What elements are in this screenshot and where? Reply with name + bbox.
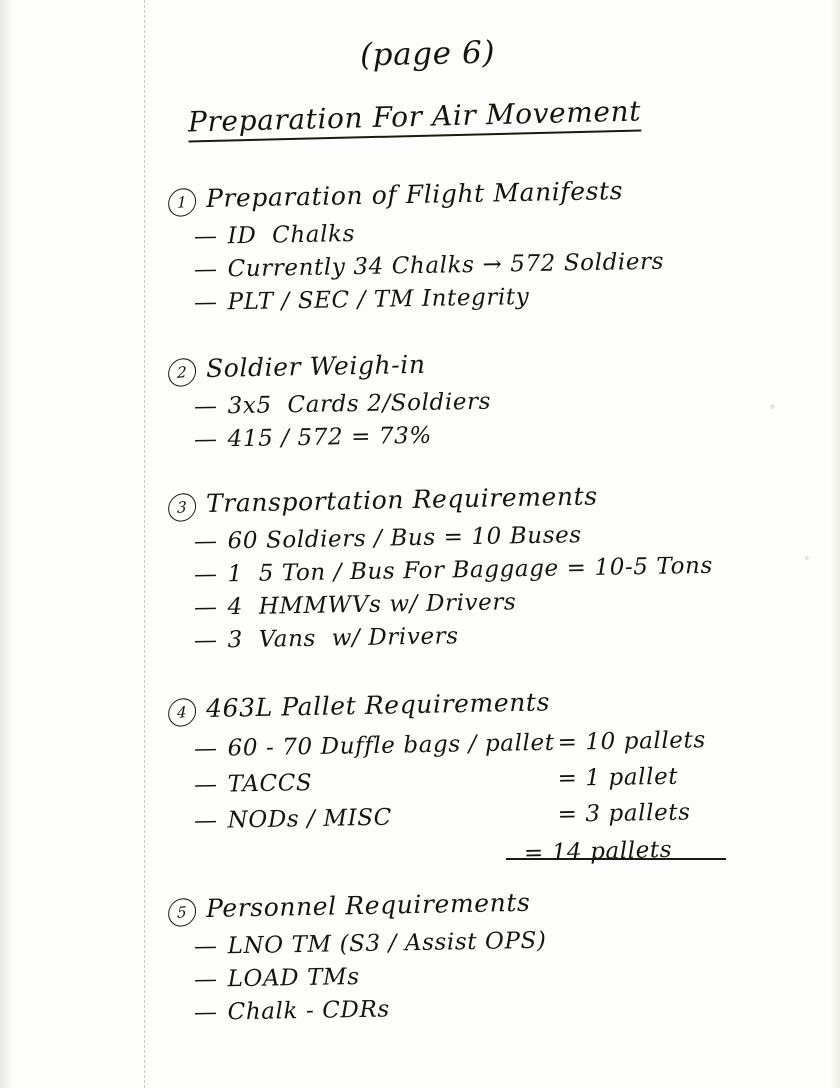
dash-marker: — <box>193 393 218 420</box>
section-4-number: 4 <box>168 697 196 728</box>
section-5-heading <box>168 881 840 926</box>
dash-marker: — <box>193 289 218 316</box>
handwritten-note-body <box>160 0 822 1088</box>
dash-marker: — <box>193 807 218 835</box>
section-1 <box>168 175 840 316</box>
dash-marker: — <box>193 627 218 654</box>
section-4-heading <box>168 681 840 726</box>
list-item <box>194 990 840 1025</box>
section-3 <box>168 481 840 654</box>
dash-marker: — <box>193 561 218 588</box>
list-item <box>194 552 840 587</box>
list-item-text: 415 / 572 = 73% <box>227 422 433 453</box>
list-item-text: LNO TM (S3 / Assist OPS) <box>227 927 547 960</box>
list-item-text: 4 HMMWVs w/ Drivers <box>227 589 517 621</box>
list-item-text: PLT / SEC / TM Integrity <box>227 284 530 316</box>
list-item <box>194 384 840 419</box>
section-2-items <box>168 388 840 453</box>
list-item-text: ID Chalks <box>227 221 356 250</box>
section-4-items <box>168 727 840 867</box>
margin-rule <box>144 0 146 1088</box>
list-item-text: 3x5 Cards 2/Soldiers <box>227 388 492 420</box>
dash-marker: — <box>193 223 218 250</box>
list-item-text: Currently 34 Chalks → 572 Soldiers <box>227 248 665 283</box>
list-item-text: NODs / MISC <box>227 804 393 834</box>
list-item-text: Chalk - CDRs <box>227 996 391 1026</box>
list-item <box>194 796 840 834</box>
dash-marker: — <box>193 256 218 283</box>
section-3-number: 3 <box>168 492 196 523</box>
section-5 <box>168 887 840 1026</box>
section-1-number: 1 <box>168 187 196 218</box>
section-1-items <box>168 220 840 316</box>
section-5-items <box>168 927 840 1026</box>
dash-marker: — <box>193 999 218 1026</box>
list-item-value: = 3 pallets <box>557 799 691 828</box>
list-item-text: LOAD TMs <box>227 963 360 993</box>
dash-marker: — <box>193 771 218 799</box>
dash-marker: — <box>193 966 218 993</box>
list-item-text: TACCS <box>227 770 313 798</box>
list-item <box>194 417 840 452</box>
section-2-title: Soldier Weigh-in <box>205 349 426 383</box>
dash-marker: — <box>193 933 218 960</box>
list-item-value: = 1 pallet <box>557 763 679 792</box>
list-item <box>194 214 840 249</box>
list-item-text: 60 Soldiers / Bus = 10 Buses <box>227 522 582 555</box>
section-2 <box>168 348 840 453</box>
list-item <box>194 585 840 620</box>
section-3-items <box>168 522 840 654</box>
section-5-title: Personnel Requirements <box>205 887 531 923</box>
section-4 <box>168 688 840 866</box>
page-title: Preparation For Air Movement <box>188 94 642 142</box>
section-4-title: 463L Pallet Requirements <box>205 687 551 723</box>
section-1-heading <box>168 171 840 216</box>
section-3-heading <box>168 476 840 521</box>
dash-marker: — <box>193 426 218 453</box>
section-1-title: Preparation of Flight Manifests <box>205 175 624 213</box>
list-item <box>194 519 840 554</box>
dash-marker: — <box>193 735 218 763</box>
section-2-heading <box>168 341 840 386</box>
page-label: (page 6) <box>359 34 496 74</box>
list-item <box>194 280 840 315</box>
list-item-value: = 10 pallets <box>557 727 706 756</box>
list-item <box>194 724 840 762</box>
section-5-number: 5 <box>168 897 196 928</box>
list-item-text: 60 - 70 Duffle bags / pallet <box>227 729 555 762</box>
list-item <box>194 247 840 282</box>
list-item <box>194 760 840 798</box>
dash-marker: — <box>193 594 218 621</box>
total-value: = 14 pallets <box>523 836 673 867</box>
section-4-total <box>194 831 840 874</box>
list-item <box>194 618 840 653</box>
list-item <box>194 924 840 959</box>
section-3-title: Transportation Requirements <box>205 481 598 518</box>
section-2-number: 2 <box>168 357 196 388</box>
dash-marker: — <box>193 528 218 555</box>
list-item-text: 1 5 Ton / Bus For Baggage = 10-5 Tons <box>227 552 714 588</box>
list-item-text: 3 Vans w/ Drivers <box>227 623 459 654</box>
list-item <box>194 957 840 992</box>
